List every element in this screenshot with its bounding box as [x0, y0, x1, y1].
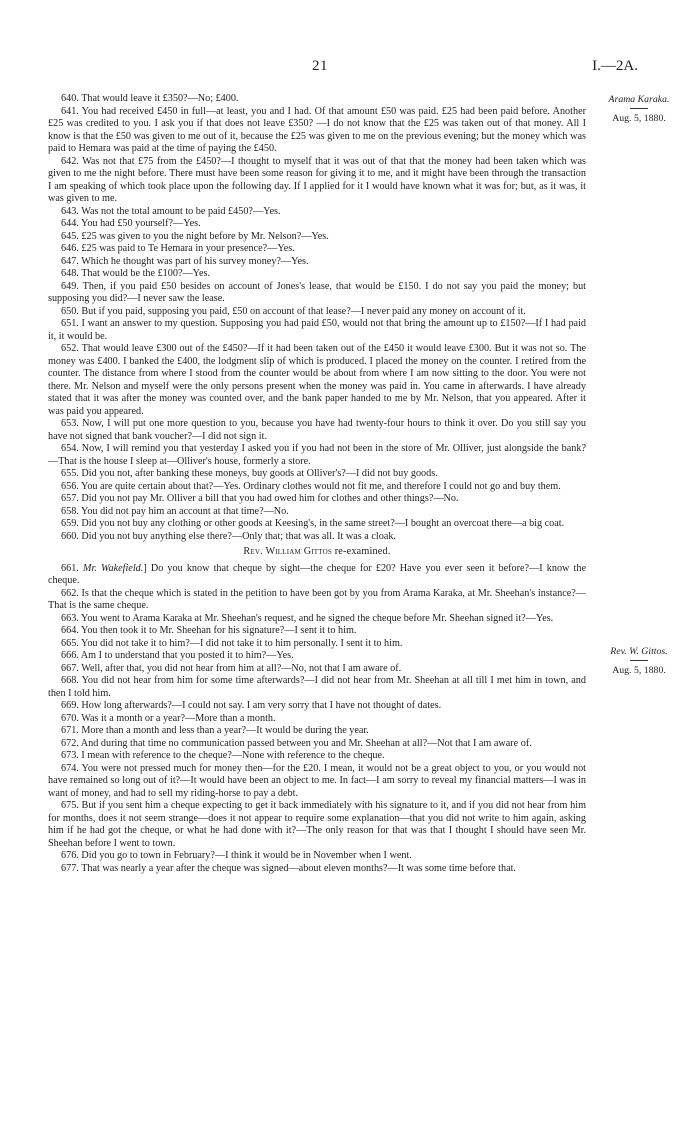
testimony-paragraph: 649. Then, if you paid £50 besides on account of Jones's lease, that would be £150. I do not say you paid the money; but supposing you did?—I never saw the lease.: [48, 280, 586, 304]
testimony-paragraph: 641. You had received £450 in full—at least, you and I had. Of that amount £50 was paid. £25 had been paid before. Another £25 was credited to you. I ask you if that does not leave £350? —I do not know that the £25 was taken out of that money. All I know is that the £50 was given to me out of it, because the £25 was given to me on the previous evening; but the money which was paid to Hemara was paid at the time of paying the £450.: [48, 105, 586, 154]
margin-note-name: Rev. W. Gittos.: [610, 646, 668, 657]
testimony-paragraph: 658. You did not pay him an account at that time?—No.: [61, 505, 289, 517]
testimony-paragraph: 675. But if you sent him a cheque expecting to get it back immediately with his signature to it, and if you did not hear from him for months, does it not seem strange—does it not appear to require some explanation—that you did not write to him again, asking him if he had got the cheque, or what he had done with it?—The only reason for that was that I thought I should have seen Mr. Sheehan before I went to town.: [48, 800, 586, 849]
paragraph-text: ] Do you know that cheque by sight—the cheque for £20? Have you ever seen it before?—I know the cheque.: [48, 562, 586, 586]
testimony-paragraph: 669. How long afterwards?—I could not say. I am very sorry that I have not thought of dates.: [61, 700, 442, 711]
testimony-paragraph: 659. Did you not buy any clothing or other goods at Keesing's, in the same street?—I bought an overcoat there—a big coat.: [61, 518, 565, 529]
testimony-paragraph: 650. But if you paid, supposing you paid, £50 on account of that lease?—I never paid any money on account of it.: [61, 305, 526, 317]
section-heading-name: Rev. William Gittos: [243, 546, 332, 557]
margin-note-name: Arama Karaka.: [608, 94, 670, 105]
testimony-paragraph: 656. You are quite certain about that?—Yes. Ordinary clothes would not fit me, and therefore I could not go and buy them.: [61, 480, 561, 492]
testimony-paragraph: 654. Now, I will remind you that yesterday I asked you if you had not been in the store of Mr. Olliver, just alongside the bank?—That is the house I sleep at—Olliver's house, formerly a store.: [48, 443, 586, 467]
testimony-block-before: [48, 93, 586, 543]
testimony-paragraph: 665. You did not take it to him?—I did not take it to him personally. I sent it to him.: [61, 637, 403, 649]
testimony-body: [48, 93, 586, 875]
testimony-paragraph: 651. I want an answer to my question. Supposing you had paid £50, would not that bring the amount up to £150?—If I had paid it, it would be.: [48, 318, 586, 342]
page-number: 21: [312, 58, 328, 74]
testimony-paragraph: 646. £25 was paid to Te Hemara in your presence?—Yes.: [61, 243, 295, 254]
margin-note-date: Aug. 5, 1880.: [612, 665, 666, 676]
testimony-paragraph: 668. You did not hear from him for some time afterwards?—I did not hear from Mr. Sheehan at all till I met him in town, and then I told him.: [48, 675, 586, 699]
testimony-paragraph: 648. That would be the £100?—Yes.: [61, 268, 211, 279]
testimony-paragraph: 640. That would leave it £350?—No; £400.: [61, 93, 239, 104]
testimony-paragraph: 642. Was not that £75 from the £450?—I thought to myself that it was out of that that the money had been taken which was given to me the night before. There must have been some reason for giving it to me, and it might have been through the transaction I am speaking of which took place upon the following day. If I applied for it I would have known what it was for; but, as it was, it was given to me.: [48, 155, 586, 204]
testimony-paragraph: 644. You had £50 yourself?—Yes.: [61, 218, 201, 229]
testimony-paragraph: 643. Was not the total amount to be paid £450?—Yes.: [61, 205, 281, 217]
testimony-paragraph: 677. That was nearly a year after the cheque was signed—about eleven months?—It was some time before that.: [61, 862, 516, 874]
section-heading: [48, 546, 586, 559]
testimony-paragraph: 655. Did you not, after banking these moneys, buy goods at Olliver's?—I did not buy goods.: [61, 468, 438, 479]
paragraph-661: [48, 563, 586, 588]
testimony-block-after: [48, 588, 586, 876]
testimony-paragraph: 660. Did you not buy anything else there?—Only that; that was all. It was a cloak.: [61, 530, 396, 542]
testimony-paragraph: 647. Which he thought was part of his survey money?—Yes.: [61, 255, 309, 267]
margin-note-gittos: [598, 645, 680, 678]
testimony-paragraph: 666. Am I to understand that you posted it to him?—Yes.: [61, 650, 294, 661]
testimony-paragraph: 653. Now, I will put one more question to you, because you have had twenty-four hours to think it over. Do you still say you have not signed that bank voucher?—I did not sign it.: [48, 418, 586, 442]
section-heading-suffix: re-examined.: [331, 546, 391, 557]
testimony-paragraph: 662. Is that the cheque which is stated in the petition to have been got by you from Arama Karaka, at Mr. Sheehan's instance?—That is the same cheque.: [48, 587, 586, 611]
testimony-paragraph: 670. Was it a month or a year?—More than a month.: [61, 712, 276, 724]
testimony-paragraph: 676. Did you go to town in February?—I think it would be in November when I went.: [61, 850, 412, 861]
testimony-paragraph: 671. More than a month and less than a year?—It would be during the year.: [61, 725, 369, 736]
testimony-paragraph: 674. You were not pressed much for money then—for the £20. I mean, it would not be a great object to you, or you would not have remained so long out of it?—It would have been an object to me. In fact—I am sorry to reveal my financial matters—I was in want of money, and had to sell my riding-horse to pay a debt.: [48, 762, 586, 799]
testimony-paragraph: 657. Did you not pay Mr. Olliver a bill that you had owed him for clothes and other things?—No.: [61, 493, 459, 504]
speaker-name: Mr. Wakefield.: [82, 562, 144, 574]
paragraph-number: 661.: [61, 562, 83, 574]
document-reference: I.—2A.: [592, 58, 638, 74]
testimony-paragraph: 645. £25 was given to you the night before by Mr. Nelson?—Yes.: [61, 230, 329, 242]
margin-note-arama-karaka: [598, 93, 680, 126]
testimony-paragraph: 672. And during that time no communication passed between you and Mr. Sheehan at all?—Not that I am aware of.: [61, 737, 532, 749]
testimony-paragraph: 663. You went to Arama Karaka at Mr. Sheehan's request, and he signed the cheque before Mr. Sheehan signed it?—Yes.: [61, 612, 554, 624]
testimony-paragraph: 652. That would leave £300 out of the £450?—If it had been taken out of the £450 it would leave £300. But it was not so. The money was £400. I banked the £400, the lodgment slip of which is produced. I placed the money on the counter. I retired from the counter. The distance from where I stood from the counter would be about from where I am now sitting to the door. You were not there. Mr. Nelson and myself were the only persons present when the money was paid in. You came in afterwards. I have already stated that it was after the money was counted over, and the bank paper handed to me by Mr. Nelson, that you appeared. After it was paid you appeared.: [48, 343, 586, 417]
testimony-paragraph: 673. I mean with reference to the cheque?—None with reference to the cheque.: [61, 750, 385, 761]
testimony-paragraph: 667. Well, after that, you did not hear from him at all?—No, not that I am aware of.: [61, 662, 402, 674]
margin-note-date: Aug. 5, 1880.: [612, 113, 666, 124]
testimony-paragraph: 664. You then took it to Mr. Sheehan for his signature?—I sent it to him.: [61, 625, 357, 636]
